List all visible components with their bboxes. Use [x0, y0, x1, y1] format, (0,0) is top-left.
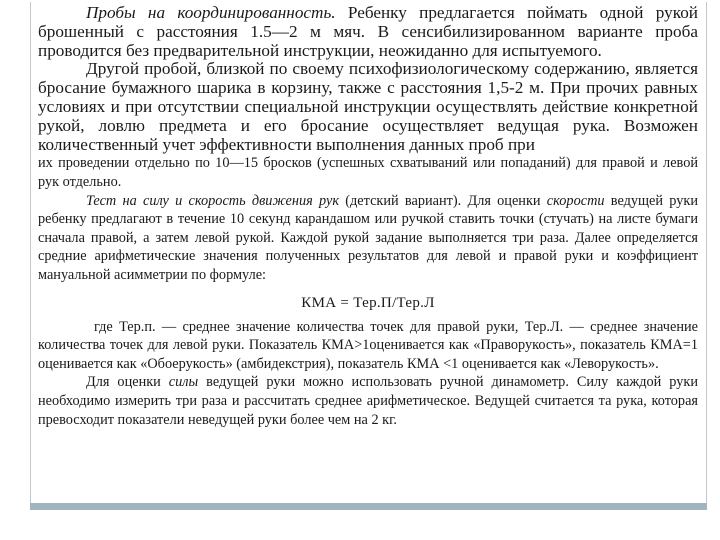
paragraph-italic: силы	[168, 374, 199, 391]
paragraph-strength	[38, 373, 698, 429]
paragraph-throws	[38, 154, 698, 191]
scanned-document	[38, 4, 698, 502]
paragraph-text: ведущей руки можно использовать ручной динамометр. Силу каждой руки необходимо измерить три раза и рассчитать среднее арифметическое. Ведущей считается та рука, которая превосходит показатели неведущей руки более чем на 2 кг.	[38, 374, 698, 428]
formula-kma: КМА = Тер.П/Тер.Л	[301, 294, 435, 311]
paragraph-title: Пробы на координированность.	[86, 4, 336, 22]
slide-frame-right	[706, 2, 707, 510]
paragraph-text: их проведении отдельно по 10—15 бросков (успешных схватываний или попаданий) для правой и левой рук отдельно.	[38, 155, 698, 190]
slide-bottom-bar	[30, 503, 707, 510]
paragraph-text: ведущей руки ребенку предлагают в течение 10 секунд карандашом или ручкой ставить точки (стучать) на листе бумаги сначала правой, а затем левой рукой. Каждой рукой задание выполняется три раза. Далее определяется средние арифметические значения полученных результатов для левой и правой руки и коэффициент мануальной асимметрии по формуле:	[38, 192, 698, 283]
paragraph-paper-ball	[38, 60, 698, 154]
paragraph-text: (детский вариант). Для оценки	[339, 192, 547, 209]
paragraph-speed-test	[38, 192, 698, 285]
paragraph-title: Тест на силу и скорость движения рук	[86, 192, 340, 209]
paragraph-kma-explanation	[38, 318, 698, 374]
paragraph-text: где Тер.п. — среднее значение количества точек для правой руки, Тер.Л. — среднее значение количества точек для левой руки. Показатель КМА>1оценивается как «Праворукость», показатель КМА=1 оценивается как «Обоерукость» (амбидекстрия), показатель КМА <1 оценивается как «Леворукость».	[38, 318, 698, 372]
paragraph-text: Другой пробой, близкой по своему психофизиологическому содержанию, является бросание бумажного шарика в корзину, также с расстояния 1,5-2 м. При прочих равных условиях и при отсутствии специальной инструкции осуществлять действие конкретной рукой, ловлю предмета и его бросание осуществляет ведущая рука. Возможен количественный учет эффективности выполнения данных проб при	[38, 59, 698, 154]
slide-frame-left	[30, 2, 31, 510]
paragraph-text: Ребенку предлагается поймать одной рукой брошенный с расстояния 1.5—2 м мяч. В сенсибилизированном варианте проба проводится без предварительной инструкции, неожиданно для испытуемого.	[38, 4, 698, 60]
paragraph-coordination	[38, 4, 698, 60]
paragraph-italic: скорости	[546, 192, 605, 209]
paragraph-text: Для оценки	[86, 374, 169, 391]
